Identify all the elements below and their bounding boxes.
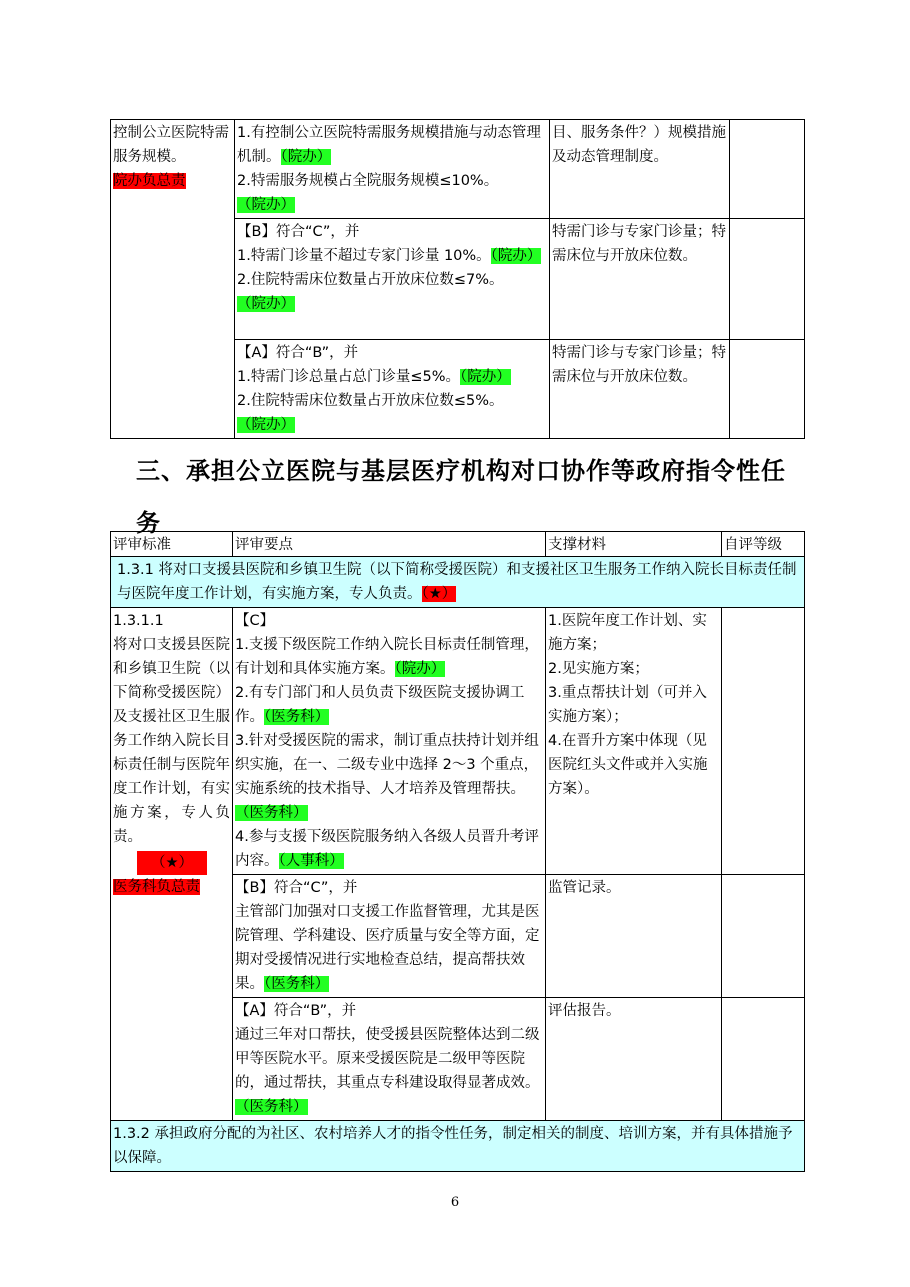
item-1-3-1	[111, 557, 805, 608]
self-rating-cell	[730, 340, 805, 439]
dept-tag: （院办）	[237, 296, 295, 312]
key-point: 主管部门加强对口支援工作监督管理，尤其是医院管理、学科建设、医疗质量与安全等方面，定期对受援情况进行实地检查总结，提高帮扶效果。	[235, 904, 540, 992]
dept-tag: （院办）	[280, 149, 332, 165]
grade-title: 【B】符合“C”，并	[237, 224, 360, 240]
criteria-text: 将对口支援县医院和乡镇卫生院（以下简称受援医院）及支援社区卫生服务工作纳入院长目标责任制与医院年度工作计划，有实施方案，专人负责。	[113, 637, 230, 845]
key-point: 4.参与支援下级医院服务纳入各级人员晋升考评内容。	[235, 829, 539, 869]
key-points-cell	[233, 998, 546, 1121]
self-rating-cell	[722, 998, 805, 1121]
key-point: 2.住院特需床位数量占开放床位数≤7%。	[237, 272, 504, 288]
dept-tag: （院办）	[237, 197, 295, 213]
self-rating-cell	[730, 120, 805, 219]
responsible-badge: 院办负总责	[113, 173, 186, 189]
star-badge: （★）	[421, 586, 457, 602]
key-points-cell	[233, 875, 546, 998]
material-item: 2.见实施方案；	[548, 661, 649, 677]
dept-tag: （医务科）	[235, 1099, 308, 1115]
materials-cell: 目、服务条件？）规模措施及动态管理制度。	[550, 120, 730, 219]
item-text: 1.3.1 将对口支援县医院和乡镇卫生院（以下简称受援医院）和支援社区卫生服务工作纳入院长目标责任制与医院年度工作计划，有实施方案，专人负责。	[117, 562, 797, 602]
grade-title: 【A】符合“B”，并	[237, 345, 359, 361]
dept-tag: （医务科）	[264, 976, 330, 992]
materials-cell	[546, 608, 722, 875]
key-point: 1.有控制公立医院特需服务规模措施与动态管理机制。	[237, 125, 541, 165]
dept-tag: （院办）	[394, 661, 446, 677]
dept-tag: （医务科）	[264, 709, 330, 725]
table-special-services	[110, 119, 805, 439]
key-point: 2.特需服务规模占全院服务规模≤10%。	[237, 173, 499, 189]
material-item: 4.在晋升方案中体现（见医院红头文件或并入实施方案）。	[548, 733, 708, 797]
material-item: 3.重点帮扶计划（可并入实施方案）；	[548, 685, 707, 725]
header-key-points: 评审要点	[233, 532, 546, 557]
item-1-3-2: 1.3.2 承担政府分配的为社区、农村培养人才的指令性任务，制定相关的制度、培训方案，并有具体措施予以保障。	[111, 1121, 805, 1172]
criteria-text: 控制公立医院特需服务规模。	[113, 125, 229, 165]
key-point: 2.有专门部门和人员负责下级医院支援协调工作。	[235, 685, 525, 725]
key-points-cell	[235, 120, 550, 219]
key-points-cell	[235, 340, 550, 439]
grade-title: 【B】符合“C”，并	[235, 880, 358, 896]
criteria-cell	[111, 120, 235, 439]
self-rating-cell	[722, 875, 805, 998]
self-rating-cell	[722, 608, 805, 875]
key-point: 3.针对受援医院的需求，制订重点扶持计划并组织实施，在一、二级专业中选择 2～3 个重点，实施系统的技术指导、人才培养及管理帮扶。	[235, 733, 539, 797]
section-heading: 三、承担公立医院与基层医疗机构对口协作等政府指令性任务	[136, 457, 786, 537]
dept-tag: （院办）	[237, 417, 295, 433]
grade-title: 【C】	[235, 613, 275, 629]
grade-title: 【A】符合“B”，并	[235, 1003, 357, 1019]
key-point: 1.特需门诊量不超过专家门诊量 10%。	[237, 248, 491, 264]
criteria-number: 1.3.1.1	[113, 613, 164, 629]
responsible-badge: 医务科负总责	[113, 879, 200, 895]
materials-cell: 监管记录。	[546, 875, 722, 998]
dept-tag: （医务科）	[235, 805, 308, 821]
dept-tag: （人事科）	[278, 853, 344, 869]
material-item: 1.医院年度工作计划、实施方案；	[548, 613, 707, 653]
materials-cell: 特需门诊与专家门诊量；特需床位与开放床位数。	[550, 219, 730, 340]
star-badge: （★）	[137, 851, 207, 875]
criteria-cell	[111, 608, 233, 1121]
materials-cell: 评估报告。	[546, 998, 722, 1121]
key-point: 2.住院特需床位数量占开放床位数≤5%。	[237, 393, 504, 409]
dept-tag: （院办）	[490, 248, 542, 264]
key-point: 1.支援下级医院工作纳入院长目标责任制管理，有计划和具体实施方案。	[235, 637, 539, 677]
self-rating-cell	[730, 219, 805, 340]
key-point: 1.特需门诊总量占总门诊量≤5%。	[237, 369, 460, 385]
dept-tag: （院办）	[460, 369, 511, 385]
key-points-cell	[233, 608, 546, 875]
key-point: 通过三年对口帮扶，使受援县医院整体达到二级甲等医院水平。原来受援医院是二级甲等医院的，通过帮扶，其重点专科建设取得显著成效。	[235, 1027, 540, 1091]
header-criteria: 评审标准	[111, 532, 233, 557]
header-materials: 支撑材料	[546, 532, 722, 557]
header-self-rating: 自评等级	[722, 532, 805, 557]
key-points-cell	[235, 219, 550, 340]
page-number: 6	[450, 1195, 460, 1210]
table-counterpart-support	[110, 531, 805, 1172]
materials-cell: 特需门诊与专家门诊量；特需床位与开放床位数。	[550, 340, 730, 439]
